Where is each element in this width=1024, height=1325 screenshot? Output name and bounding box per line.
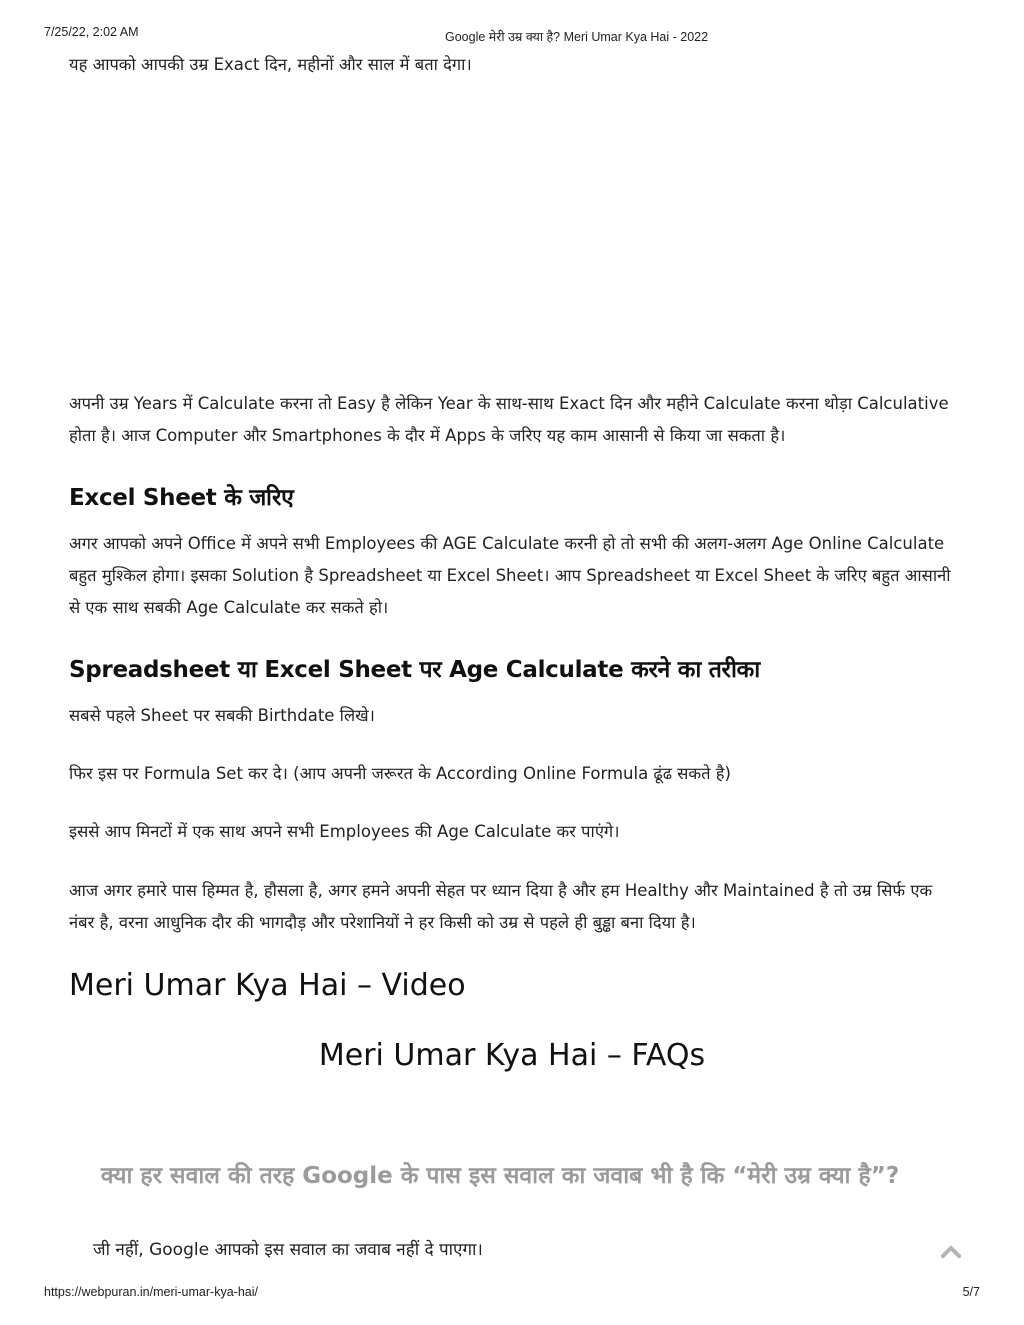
video-heading: Meri Umar Kya Hai – Video [69, 968, 466, 1003]
print-footer-url: https://webpuran.in/meri-umar-kya-hai/ [44, 1285, 258, 1299]
scroll-to-top-button[interactable] [935, 1236, 967, 1266]
excel-sheet-heading: Excel Sheet के जरिए [69, 485, 294, 511]
step-1-text: सबसे पहले Sheet पर सबकी Birthdate लिखे। [69, 706, 375, 725]
calc-paragraph: अपनी उम्र Years में Calculate करना तो Easy है लेकिन Year के साथ-साथ Exact दिन और महीने Calculate करना थोड़ा Calculative होता है। आज Computer और Smartphones के दौर में Apps के जरिए यह काम आसानी से किया जा सकता है। [69, 394, 949, 445]
step-3-text: इससे आप मिनटों में एक साथ अपने सभी Employees की Age Calculate कर पाएंगे। [69, 822, 620, 841]
closing-paragraph: आज अगर हमारे पास हिम्मत है, हौसला है, अगर हमने अपनी सेहत पर ध्यान दिया है और हम Healthy और Maintained है तो उम्र सिर्फ एक नंबर है, वरना आधुनिक दौर की भागदौड़ और परेशानियों ने हर किसी को उम्र से पहले ही बुड्ढा बना दिया है। [69, 881, 933, 932]
excel-paragraph: अगर आपको अपने Office में अपने सभी Employees की AGE Calculate करनी हो तो सभी की अलग-अलग Age Online Calculate बहुत मुश्किल होगा। इसका Solution है Spreadsheet या Excel Sheet। आप Spreadsheet या Excel Sheet के जरिए बहुत आसानी से एक साथ सबकी Age Calculate कर सकते हो। [69, 534, 951, 617]
faq-question[interactable]: क्या हर सवाल की तरह Google के पास इस सवाल का जवाब भी है कि “मेरी उम्र क्या है”? [100, 1163, 900, 1189]
intro-line: यह आपको आपकी उम्र Exact दिन, महीनों और साल में बता देगा। [69, 55, 472, 74]
ad-blank-space [69, 95, 959, 375]
method-heading: Spreadsheet या Excel Sheet पर Age Calculate करने का तरीका [69, 657, 760, 683]
print-footer-page-number: 5/7 [962, 1285, 980, 1299]
faq-answer: जी नहीं, Google आपको इस सवाल का जवाब नहीं दे पाएगा। [93, 1240, 483, 1260]
chevron-up-icon [941, 1244, 961, 1258]
print-header-datetime: 7/25/22, 2:02 AM [44, 25, 139, 39]
faq-heading: Meri Umar Kya Hai – FAQs [318, 1038, 706, 1073]
step-2-text: फिर इस पर Formula Set कर दे। (आप अपनी जरूरत के According Online Formula ढूंढ सकते है) [69, 764, 731, 783]
print-header-title: Google मेरी उम्र क्या है? Meri Umar Kya Hai - 2022 [445, 30, 709, 44]
